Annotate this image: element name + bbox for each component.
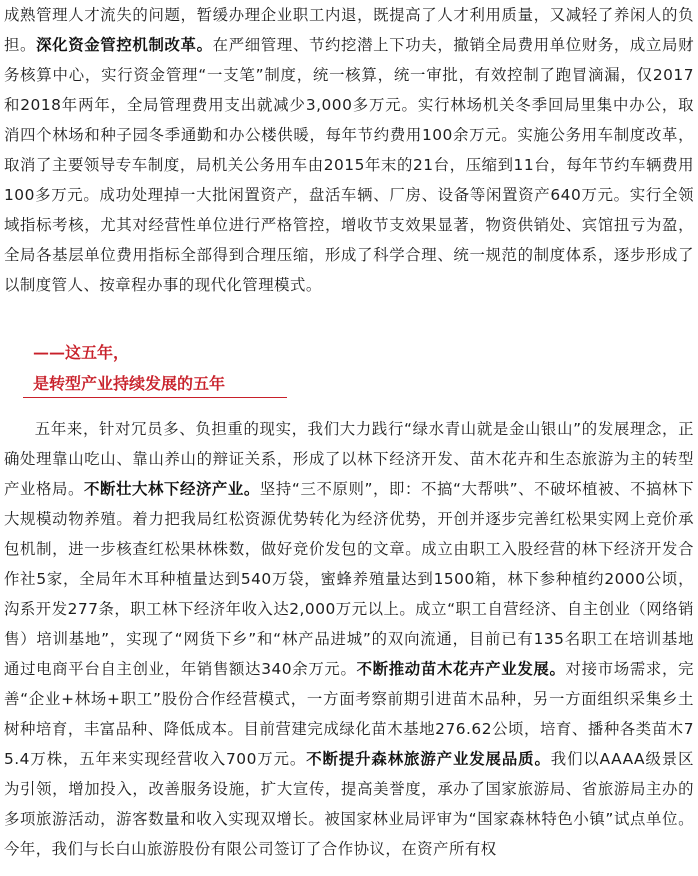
bold-subheading-nursery: 不断推动苗木花卉产业发展。 <box>356 660 566 678</box>
text-segment: 我们以AAAA级景区为引领，增加投入，改善服务设施，扩大宣传，提高美誉度，承办了国家旅游局、省旅游局主办的多项旅游活动，游客数量和收入实现双增长。被国家林业局评审为“国家森林特色小镇”试点单位。今年，我们与长白山旅游股份有限公司签订了合作协议，在资产所有权 <box>4 750 694 858</box>
text-segment: 坚持“三不原则”，即：不搞“大帮哄”、不破坏植被、不搞林下大规模动物养殖。着力把我局红松资源优势转化为经济优势，开创并逐步完善红松果实网上竞价承包机制，进一步核查红松果林株数，做好竞价发包的文章。成立由职工入股经营的林下经济开发合作社5家，全局年木耳种植量达到540万袋，蜜蜂养殖量达到1500箱，林下参种植约2000公顷，沟系开发277条，职工林下经济年收入达2,000万元以上。成立“职工自营经济、自主创业（网络销售）培训基地”，实现了“网货下乡”和“林产品进城”的双向流通，目前已有135名职工在培训基地通过电商平台自主创业，年销售额达340余万元。 <box>4 480 694 678</box>
text-segment: 对接市场需求，完善“企业+林场+职工”股份合作经营模式，一方面考察前期引进苗木品种，另一方面组织采集乡土树种培育，丰富品种、降低成本。目前营建完成绿化苗木基地276.62公顷，培育、播种各类苗木75.4万株，五年来实现经营收入700万元。 <box>4 660 694 768</box>
bold-subheading-tourism: 不断提升森林旅游产业发展品质。 <box>306 750 551 768</box>
text-segment: 在严细管理、节约挖潜上下功夫，撤销全局费用单位财务，成立局财务核算中心，实行资金管理“一支笔”制度，统一核算，统一审批，有效控制了跑冒滴漏，仅2017和2018年两年，全局管理费用支出就减少3,000多万元。实行林场机关冬季回局里集中办公，取消四个林场和种子园冬季通勤和办公楼供暖，每年节约费用100余万元。实施公务用车制度改革，取消了主要领导专车制度，局机关公务用车由2015年末的21台，压缩到11台，每年节约车辆费用100多万元。成功处理掉一大批闲置资产，盘活车辆、厂房、设备等闲置资产640万元。实行全领域指标考核，尤其对经营性单位进行严格管控，增收节支效果显著，物资供销处、宾馆扭亏为盈，全局各基层单位费用指标全部得到合理压缩，形成了科学合理、统一规范的制度体系，逐步形成了以制度管人、按章程办事的现代化管理模式。 <box>4 36 694 294</box>
paragraph-transformation-industry <box>4 414 694 876</box>
text-segment: 成熟管理人才流失的问题，暂缓办理企业职工内退，既提高了人才利用质量，又减轻了养闲人的负担。 <box>4 6 694 54</box>
text-segment: 五年来，针对冗员多、负担重的现实，我们大力践行“绿水青山就是金山银山”的发展理念，正确处理靠山吃山、靠山养山的辩证关系，形成了以林下经济开发、苗木花卉和生态旅游为主的转型产业格局。 <box>4 420 694 498</box>
bold-subheading-forest-economy: 不断壮大林下经济产业。 <box>83 480 260 498</box>
bold-subheading-fund-control: 深化资金管控机制改革。 <box>36 36 213 54</box>
section-heading-line1: ——这五年， <box>33 343 130 362</box>
heading-underline-divider <box>23 397 287 398</box>
paragraph-management-reform <box>4 0 694 314</box>
section-heading-line2: 是转型产业持续发展的五年 <box>33 374 226 393</box>
